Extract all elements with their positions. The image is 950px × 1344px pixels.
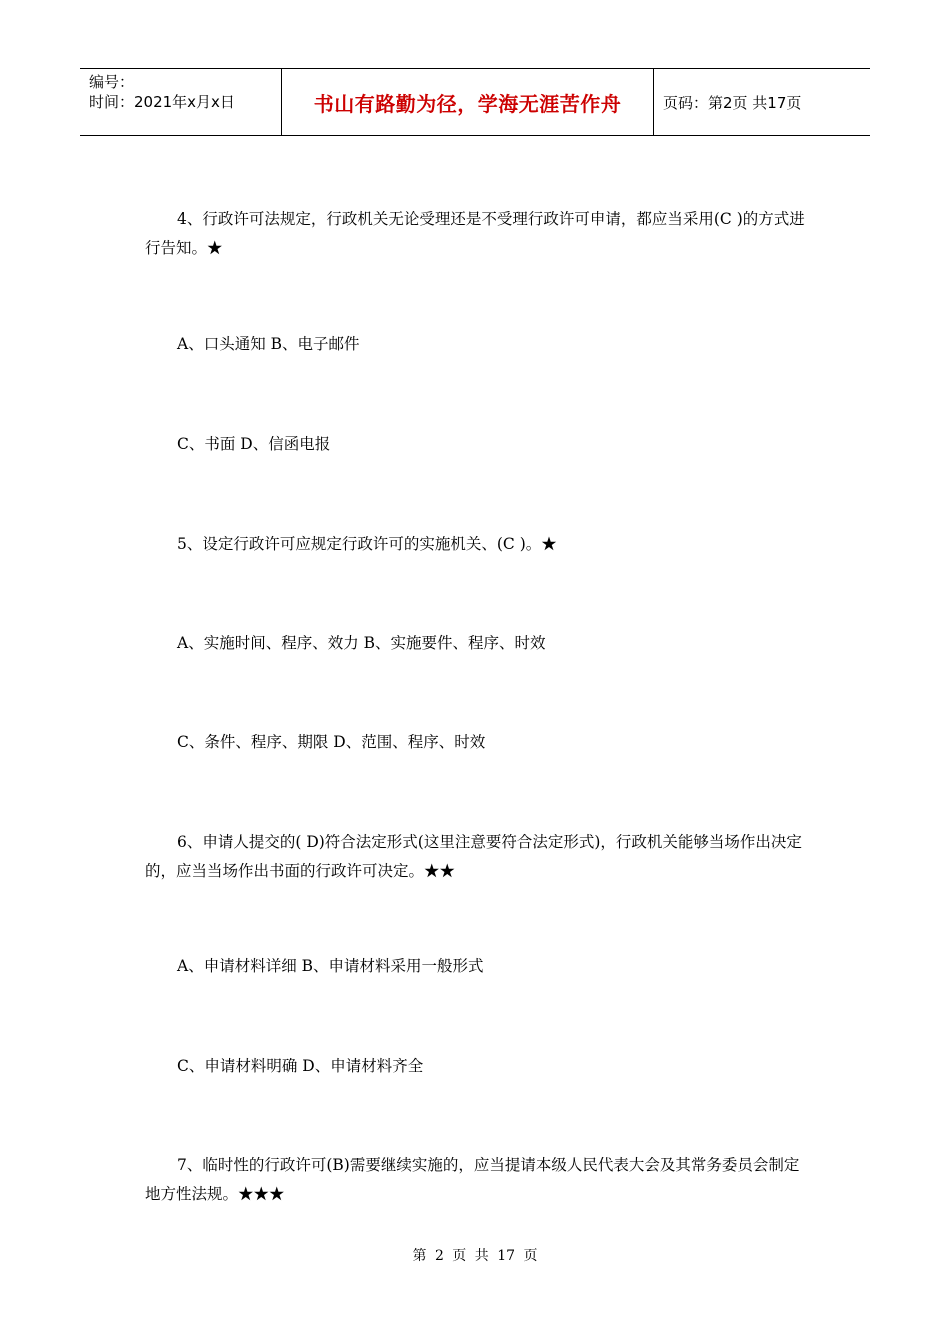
page-label: 页码：第2页 共17页 [663,93,802,112]
question-4: 4、行政许可法规定，行政机关无论受理还是不受理行政许可申请，都应当采用(C )的方式进行告知。★ [145,210,805,257]
question-6: 6、申请人提交的( D)符合法定形式(这里注意要符合法定形式)，行政机关能够当场作出决定的，应当当场作出书面的行政许可决定。★★ [145,833,802,880]
question-4-options-cd: C、书面 D、信函电报 [177,435,331,453]
document-header [80,68,870,136]
question-4-options-ab: A、口头通知 B、电子邮件 [177,335,360,353]
question-5-options-ab: A、实施时间、程序、效力 B、实施要件、程序、时效 [177,634,546,652]
header-motto: 书山有路勤为径，学海无涯苦作舟 [313,91,622,116]
page-footer: 第 2 页 共 17 页 [412,1248,538,1264]
question-7: 7、临时性的行政许可(B)需要继续实施的，应当提请本级人民代表大会及其常务委员会制定地方性法规。★★★ [145,1156,800,1203]
number-label: 编号： [89,73,135,91]
question-5: 5、设定行政许可应规定行政许可的实施机关、(C )。★ [177,535,557,553]
header-middle-cell [281,69,654,135]
question-6-options-ab: A、申请材料详细 B、申请材料采用一般形式 [177,957,484,975]
question-5-options-cd: C、条件、程序、期限 D、范围、程序、时效 [177,733,486,751]
question-6-options-cd: C、申请材料明确 D、申请材料齐全 [177,1057,424,1075]
time-label: 时间：2021年x月x日 [89,93,235,111]
header-left-cell [80,69,281,135]
header-right-cell [654,69,870,135]
